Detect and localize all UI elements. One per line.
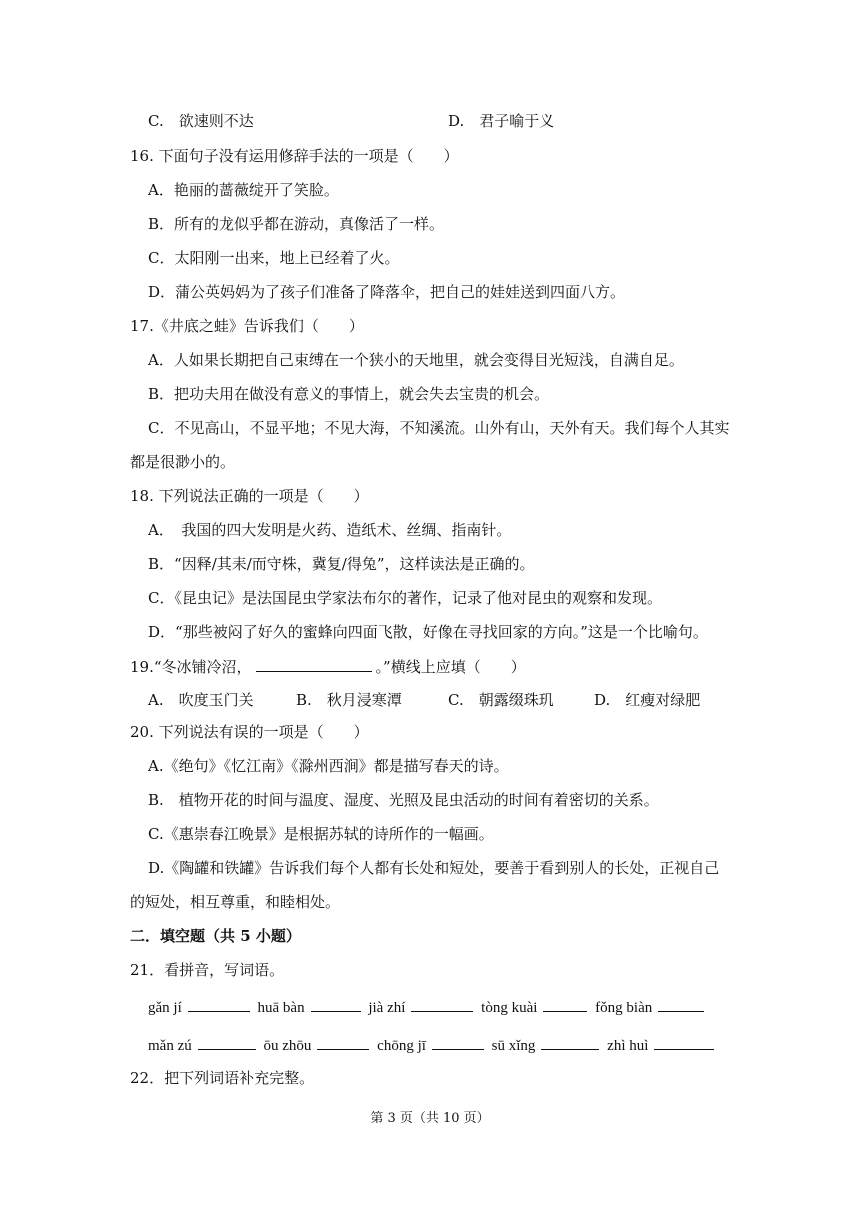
question-20-option-b: B. 植物开花的时间与温度、湿度、光照及昆虫活动的时间有着密切的关系。: [148, 791, 659, 809]
question-20-option-d-line2: 的短处，相互尊重，和睦相处。: [130, 893, 341, 911]
pinyin-item: sū xǐng: [491, 1038, 536, 1054]
answer-blank: [198, 1034, 256, 1050]
pinyin-item: chōng jī: [377, 1038, 426, 1054]
pinyin-row-2: [148, 1034, 718, 1056]
answer-blank: [188, 996, 250, 1012]
pinyin-item: zhì huì: [607, 1038, 649, 1054]
page-footer: 第 3 页（共 10 页）: [370, 1111, 490, 1126]
pinyin-item: ōu zhōu: [263, 1038, 312, 1054]
pinyin-item: gǎn jí: [148, 1000, 182, 1016]
question-19-stem-prefix: 19.“冬冰铺冷沼，: [130, 658, 252, 676]
pinyin-item: fǒng biàn: [595, 1000, 653, 1016]
answer-blank: [541, 1034, 599, 1050]
question-16-stem: 16. 下面句子没有运用修辞手法的一项是（ ）: [130, 147, 459, 165]
answer-blank: [543, 996, 587, 1012]
section-2-heading: 二．填空题（共 5 小题）: [130, 927, 301, 945]
question-18-option-d: D．“那些被闷了好久的蜜蜂向四面飞散，好像在寻找回家的方向。”这是一个比喻句。: [148, 623, 708, 641]
question-18-stem: 18. 下列说法正确的一项是（ ）: [130, 487, 369, 505]
question-20-option-a: A.《绝句》《忆江南》《滁州西涧》都是描写春天的诗。: [148, 757, 509, 775]
question-19-stem-suffix: 。”横线上应填（ ）: [375, 658, 526, 676]
question-17-option-b: B．把功夫用在做没有意义的事情上，就会失去宝贵的机会。: [148, 385, 550, 403]
answer-blank: [311, 996, 361, 1012]
answer-blank: [317, 1034, 369, 1050]
question-22-stem: 22．把下列词语补充完整。: [130, 1069, 315, 1087]
question-21-stem: 21．看拼音，写词语。: [130, 961, 285, 979]
question-16-option-b: B．所有的龙似乎都在游动，真像活了一样。: [148, 215, 445, 233]
pinyin-item: jià zhí: [368, 1000, 406, 1016]
question-17-option-c-line1: C．不见高山，不显平地；不见大海，不知溪流。山外有山，天外有天。我们每个人其实: [148, 419, 730, 437]
question-19-blank: [256, 656, 372, 672]
question-16-option-a: A．艳丽的蔷薇绽开了笑脸。: [148, 181, 339, 199]
answer-blank: [411, 996, 473, 1012]
question-19-option-b: B. 秋月浸寒潭: [296, 691, 402, 709]
question-16-option-c: C．太阳刚一出来，地上已经着了火。: [148, 249, 400, 267]
question-19-option-a: A. 吹度玉门关: [148, 691, 254, 709]
question-17-option-c-line2: 都是很渺小的。: [130, 453, 236, 471]
question-19-option-c: C. 朝露缀珠玑: [448, 691, 554, 709]
question-18-option-c: C．《昆虫记》是法国昆虫学家法布尔的著作，记录了他对昆虫的观察和发现。: [148, 589, 662, 607]
question-19-stem: [130, 656, 526, 677]
question-17-option-a: A．人如果长期把自己束缚在一个狭小的天地里，就会变得目光短浅，自满自足。: [148, 351, 684, 369]
pinyin-item: tòng kuài: [481, 1000, 538, 1016]
answer-blank: [658, 996, 704, 1012]
answer-blank: [432, 1034, 484, 1050]
question-20-option-d-line1: D.《陶罐和铁罐》告诉我们每个人都有长处和短处，要善于看到别人的长处，正视自己: [148, 859, 720, 877]
question-20-option-c: C.《惠崇春江晚景》是根据苏轼的诗所作的一幅画。: [148, 825, 494, 843]
question-18-option-b: B．“因释/其耒/而守株，冀复/得兔”，这样读法是正确的。: [148, 555, 535, 573]
question-17-stem: 17.《井底之蛙》告诉我们（ ）: [130, 317, 364, 335]
question-19-option-d: D. 红瘦对绿肥: [594, 691, 701, 709]
pinyin-item: huā bàn: [257, 1000, 305, 1016]
pinyin-row-1: [148, 996, 708, 1018]
q15-option-d: D. 君子喻于义: [448, 112, 555, 130]
question-20-stem: 20. 下列说法有误的一项是（ ）: [130, 723, 369, 741]
pinyin-item: mǎn zú: [148, 1038, 192, 1054]
q15-option-c: C. 欲速则不达: [148, 112, 254, 130]
question-16-option-d: D．蒲公英妈妈为了孩子们准备了降落伞，把自己的娃娃送到四面八方。: [148, 283, 626, 301]
question-18-option-a: A． 我国的四大发明是火药、造纸术、丝绸、指南针。: [148, 521, 512, 539]
answer-blank: [654, 1034, 714, 1050]
